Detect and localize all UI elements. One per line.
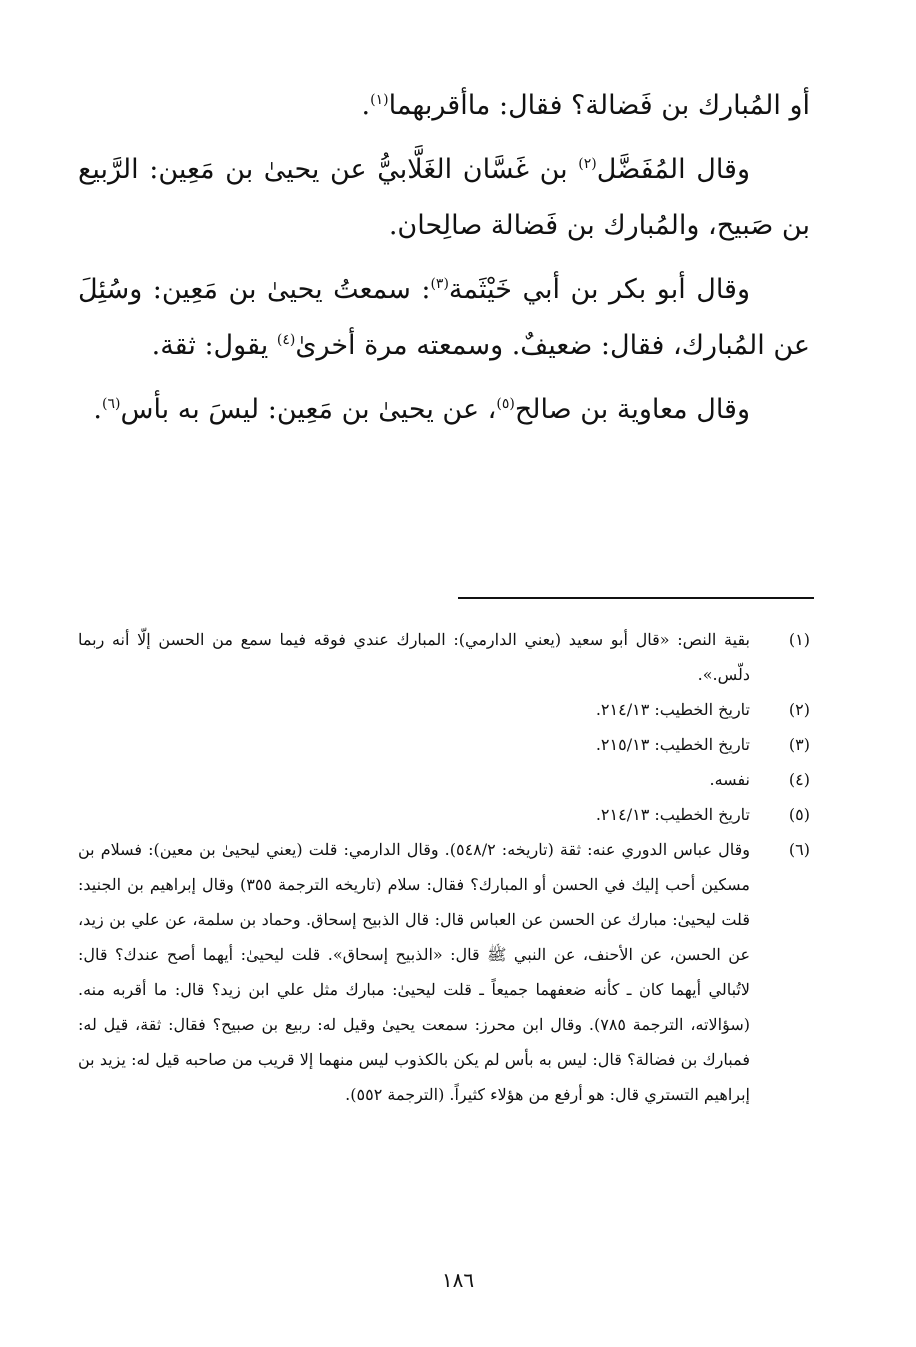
footnote-number: (٥): [788, 805, 810, 824]
footnote-text: تاريخ الخطيب: ٢١٥/١٣.: [595, 735, 750, 754]
main-paragraph: [78, 78, 810, 134]
main-paragraph: [78, 382, 810, 438]
footnote-text: تاريخ الخطيب: ٢١٤/١٣.: [595, 700, 750, 719]
footnote-reference: (٥): [496, 396, 515, 412]
footnote-reference: (٢): [578, 156, 597, 172]
main-paragraph: [78, 262, 810, 374]
footnote-number: (٣): [788, 735, 810, 754]
footnote-text: تاريخ الخطيب: ٢١٤/١٣.: [595, 805, 750, 824]
paragraph-text: وقال معاوية بن صالح: [514, 394, 750, 425]
footnote-item: [78, 692, 810, 727]
footnote-text: بقية النص: «قال أبو سعيد (يعني الدارمي): المبارك عندي فوقه فيما سمع من الحسن إلّا أنه ربما دلّس.».: [78, 630, 750, 684]
footnote-reference: (١): [370, 92, 389, 108]
footnote-number: (٤): [788, 770, 810, 789]
footnote-item: [78, 622, 810, 692]
page-number: ١٨٦: [441, 1268, 475, 1292]
footnote-item: [78, 832, 810, 1112]
paragraph-text: أو المُبارك بن فَضالة؟ فقال: ماأقربهما: [388, 90, 810, 121]
paragraph-text: يقول: ثقة.: [151, 330, 277, 361]
footnote-text: نفسه.: [709, 770, 750, 789]
paragraph-text: ، عن يحيىٰ بن مَعِين: ليسَ به بأس: [120, 394, 497, 425]
footnote-text: وقال عباس الدوري عنه: ثقة (تاريخه: ٥٤٨/٢). وقال الدارمي: قلت (يعني ليحيىٰ بن معين): فسلام بن مسكين أحب إليك في الحسن أو المبارك؟ فقال: سلام (تاريخه الترجمة ٣٥٥) وقال إبراهيم بن الجنيد: قلت ليحيىٰ: مبارك عن الحسن عن العباس قال: قال الذبيح إسحاق. وحماد بن سلمة، عن علي بن زيد، عن الحسن، عن الأحنف، عن النبي ﷺ قال: «الذبيح إسحاق». قلت ليحيىٰ: أيهما أصح عندك؟ قال: لاتُبالي أيهما كان ـ كأنه ضعفهما جميعاً ـ قلت ليحيىٰ: مبارك مثل علي ابن زيد؟ قال: ما أقربه منه. (سؤالاته، الترجمة ٧٨٥). وقال ابن محرز: سمعت يحيىٰ وقيل له: ربيع بن صبيح؟ فقال: ثقة، قيل له: فمبارك بن فضالة؟ قال: ليس به بأس لم يكن بالكذوب ليس منهما إلا قريب من صاحبه قيل له: يزيد بن إبراهيم التستري قال: هو أرفع من هؤلاء كثيراً. (الترجمة ٥٥٢).: [78, 840, 751, 1104]
footnote-item: [78, 762, 810, 797]
footnote-reference: (٦): [102, 396, 121, 412]
paragraph-text: وقال أبو بكر بن أبي خَيْثَمة: [448, 274, 750, 305]
footnote-reference: (٣): [430, 276, 449, 292]
main-paragraph: [78, 142, 810, 254]
footnote-reference: (٤): [276, 332, 296, 348]
footnote-number: (٦): [788, 840, 810, 859]
footnote-item: [78, 727, 810, 762]
paragraph-text: بن غَسَّان الغَلَّابيُّ عن يحيىٰ بن مَعِين: الرَّبيع بن صَبيح، والمُبارك بن فَضالة صالِحان.: [78, 154, 810, 241]
paragraph-text: : سمعتُ يحيىٰ بن مَعِين: وسُئِلَ عن المُبارك، فقال: ضعيفٌ. وسمعته مرة أخرىٰ: [78, 274, 810, 361]
footnotes-section: [78, 622, 810, 1112]
footnote-number: (٢): [788, 700, 810, 719]
paragraph-text: .: [93, 394, 103, 425]
footnote-separator: [458, 597, 814, 599]
footnote-item: [78, 797, 810, 832]
footnote-number: (١): [788, 630, 810, 649]
main-text-body: [78, 78, 810, 446]
paragraph-text: .: [361, 90, 371, 121]
paragraph-text: وقال المُفَضَّل: [596, 154, 750, 185]
